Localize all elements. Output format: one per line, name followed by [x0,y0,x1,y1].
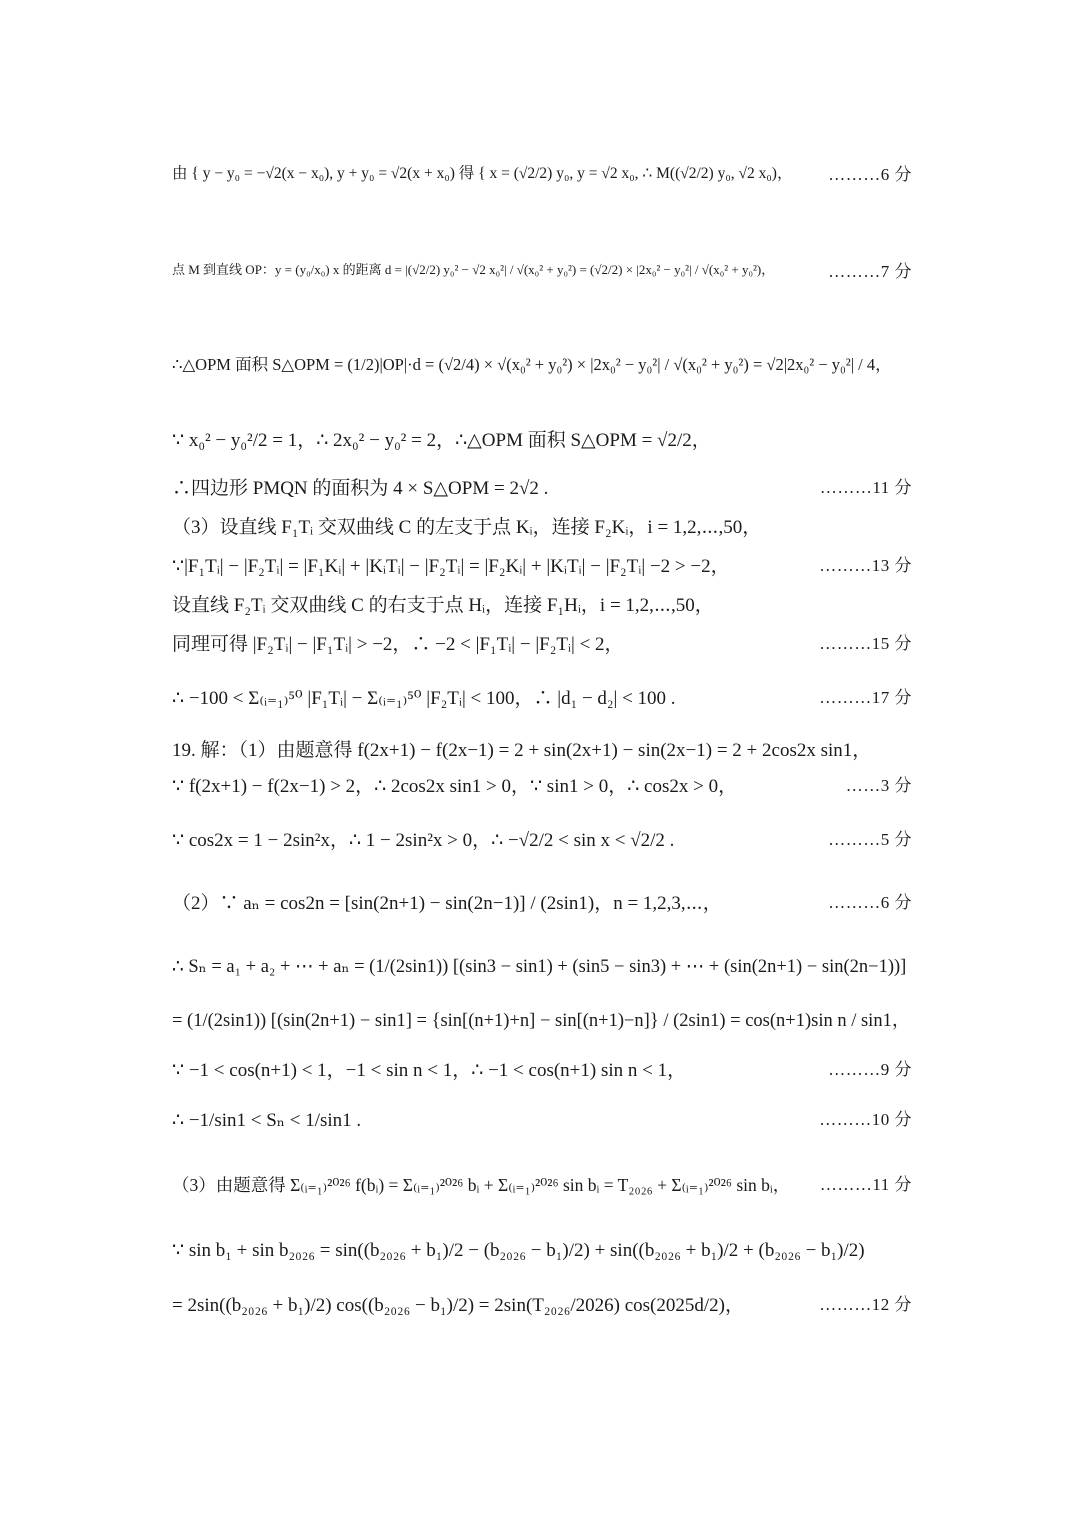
solution-line-text: ∴四边形 PMQN 的面积为 4 × S△OPM = 2√2 . [172,478,549,499]
solution-line-text: ∵ sin b₁ + sin b₂₀₂₆ = sin((b₂₀₂₆ + b₁)/2 − (b₂₀₂₆ − b₁)/2) + sin((b₂₀₂₆ + b₁)/2 + (b₂₀₂₆ − b₁)/2) [172,1240,865,1261]
solution-line-text: 19. 解：（1）由题意得 f(2x+1) − f(2x−1) = 2 + sin(2x+1) − sin(2x−1) = 2 + 2cos2x sin1， [172,740,872,761]
solution-line-text: 同理可得 |F₂Tᵢ| − |F₁Tᵢ| > −2，∴ −2 < |F₁Tᵢ| − |F₂Tᵢ| < 2， [172,634,624,655]
solution-line-text: ∵ −1 < cos(n+1) < 1，−1 < sin n < 1，∴ −1 < cos(n+1) sin n < 1， [172,1060,687,1081]
solution-line-text: ∴△OPM 面积 S△OPM = (1/2)|OP|·d = (√2/4) × √(x₀² + y₀²) × |2x₀² − y₀²| / √(x₀² + y₀²) = √2|2x₀² − y₀²| / 4， [172,355,892,374]
solution-line-text: 设直线 F₂Tᵢ 交双曲线 C 的右支于点 Hᵢ，连接 F₁Hᵢ，i = 1,2,⋯,50， [172,595,714,616]
solution-line-text: = (1/(2sin1)) [(sin(2n+1) − sin1] = {sin[(n+1)+n] − sin[(n+1)−n]} / (2sin1) = cos(n+1)sin n / sin1， [172,1011,911,1031]
solution-line-text: = 2sin((b₂₀₂₆ + b₁)/2) cos((b₂₀₂₆ − b₁)/2) = 2sin(T₂₀₂₆/2026) cos(2025d/2)， [172,1295,744,1316]
score-mark: ………17 分 [819,688,912,707]
score-mark: ………13 分 [819,556,912,575]
solution-line-text: 点 M 到直线 OP：y = (y₀/x₀) x 的距离 d = |(√2/2) y₀² − √2 x₀²| / √(x₀² + y₀²) = (√2/2) × |2x₀² − y₀²| / √(x₀² + y₀²)， [172,262,775,277]
solution-line-text: 由 { y − y₀ = −√2(x − x₀), y + y₀ = √2(x + x₀) 得 { x = (√2/2) y₀, y = √2 x₀, ∴ M((√2/2) y₀, √2 x₀)， [172,165,793,182]
solution-line-text: （2）∵ aₙ = cos2n = [sin(2n+1) − sin(2n−1)] / (2sin1)，n = 1,2,3,⋯， [172,893,722,914]
score-mark: ………15 分 [819,634,912,653]
score-mark: ………11 分 [819,1175,912,1194]
solution-line-text: ∴ Sₙ = a₁ + a₂ + ⋯ + aₙ = (1/(2sin1)) [(sin3 − sin1) + (sin5 − sin3) + ⋯ + (sin(2n+1) − sin(2n−1))] [172,957,907,977]
score-mark: ………6 分 [828,893,912,912]
solution-line-text: ∵ f(2x+1) − f(2x−1) > 2，∴ 2cos2x sin1 > 0，∵ sin1 > 0，∴ cos2x > 0， [172,776,738,797]
score-mark: ………11 分 [819,478,912,497]
solution-line-text: ∵|F₁Tᵢ| − |F₂Tᵢ| = |F₁Kᵢ| + |KᵢTᵢ| − |F₂Tᵢ| = |F₂Kᵢ| + |KᵢTᵢ| − |F₂Tᵢ| −2 > −2， [172,556,730,577]
solution-line-text: （3）设直线 F₁Tᵢ 交双曲线 C 的左支于点 Kᵢ，连接 F₂Kᵢ，i = 1,2,⋯,50， [172,517,762,538]
solution-line-text: ∴ −1/sin1 < Sₙ < 1/sin1 . [172,1110,362,1131]
solution-line-text: （3）由题意得 Σ₍ᵢ₌₁₎²⁰²⁶ f(bᵢ) = Σ₍ᵢ₌₁₎²⁰²⁶ bᵢ + Σ₍ᵢ₌₁₎²⁰²⁶ sin bᵢ = T₂₀₂₆ + Σ₍ᵢ₌₁₎²⁰²⁶ sin bᵢ， [172,1175,791,1195]
score-mark: ………10 分 [819,1110,912,1129]
solution-line-text: ∵ cos2x = 1 − 2sin²x，∴ 1 − 2sin²x > 0，∴ −√2/2 < sin x < √2/2 . [172,830,675,851]
score-mark: ………5 分 [828,830,912,849]
score-mark: ………6 分 [828,165,912,184]
score-mark: ……3 分 [845,776,912,795]
solution-line-text: ∵ x₀² − y₀²/2 = 1，∴ 2x₀² − y₀² = 2，∴△OPM 面积 S△OPM = √2/2， [172,430,711,451]
score-mark: ………12 分 [819,1295,912,1314]
score-mark: ………7 分 [828,262,912,281]
score-mark: ………9 分 [828,1060,912,1079]
solution-line-text: ∴ −100 < Σ₍ᵢ₌₁₎⁵⁰ |F₁Tᵢ| − Σ₍ᵢ₌₁₎⁵⁰ |F₂Tᵢ| < 100，∴ |d₁ − d₂| < 100 . [172,688,676,709]
